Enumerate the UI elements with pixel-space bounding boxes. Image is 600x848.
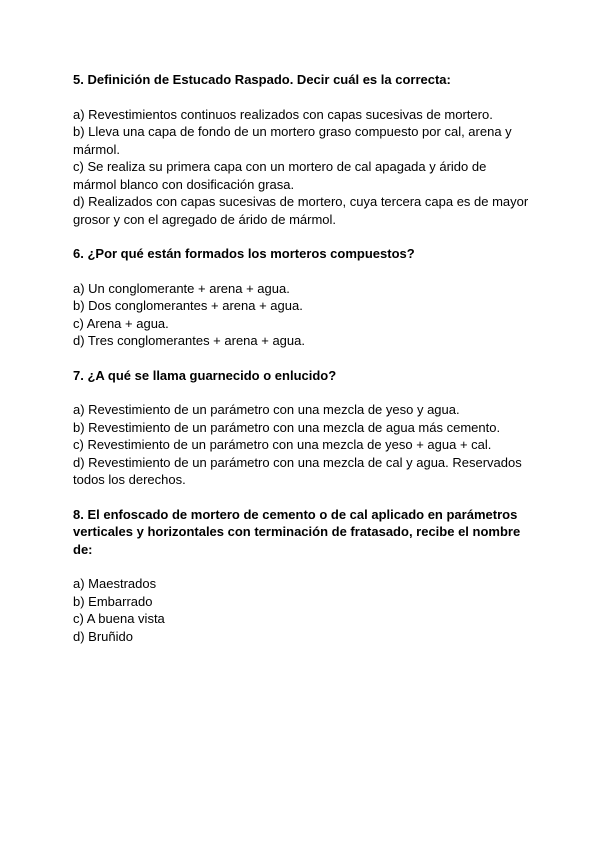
option-a: a) Revestimientos continuos realizados con capas sucesivas de mortero. <box>73 106 493 122</box>
option-b: b) Dos conglomerantes + arena + agua. <box>73 298 303 313</box>
options-list <box>73 106 533 229</box>
options-list <box>73 575 533 645</box>
option-b: b) Lleva una capa de fondo de un mortero graso compuesto por cal, arena y mármol. <box>73 124 512 157</box>
option-c: c) Se realiza su primera capa con un mortero de cal apagada y árido de mármol blanco con dosificación grasa. <box>73 159 487 192</box>
document-page <box>73 71 533 645</box>
option-a: a) Revestimiento de un parámetro con una mezcla de yeso y agua. <box>73 402 460 417</box>
question-5 <box>73 71 533 228</box>
option-b: b) Embarrado <box>73 593 153 609</box>
question-title: 6. ¿Por qué están formados los morteros compuestos? <box>73 246 415 261</box>
option-d: d) Realizados con capas sucesivas de mortero, cuya tercera capa es de mayor grosor y con el agregado de árido de mármol. <box>73 194 529 227</box>
question-7 <box>73 367 533 489</box>
option-c: c) Arena + agua. <box>73 315 169 331</box>
question-title: 7. ¿A qué se llama guarnecido o enlucido? <box>73 367 337 383</box>
option-d: d) Bruñido <box>73 628 133 644</box>
option-a: a) Un conglomerante + arena + agua. <box>73 280 290 296</box>
option-d: d) Tres conglomerantes + arena + agua. <box>73 333 305 348</box>
option-a: a) Maestrados <box>73 576 157 591</box>
question-6 <box>73 245 533 350</box>
option-b: b) Revestimiento de un parámetro con una mezcla de agua más cemento. <box>73 419 501 435</box>
question-title: 8. El enfoscado de mortero de cemento o de cal aplicado en parámetros verticales y horizontales con terminación de fratasado, recibe el nombre de: <box>73 506 521 557</box>
question-8 <box>73 506 533 646</box>
question-title: 5. Definición de Estucado Raspado. Decir cuál es la correcta: <box>73 72 451 87</box>
options-list <box>73 280 533 350</box>
option-c: c) Revestimiento de un parámetro con una mezcla de yeso + agua + cal. <box>73 437 492 452</box>
options-list <box>73 401 533 489</box>
option-c: c) A buena vista <box>73 611 165 626</box>
option-d: d) Revestimiento de un parámetro con una mezcla de cal y agua. Reservados todos los derechos. <box>73 454 522 487</box>
